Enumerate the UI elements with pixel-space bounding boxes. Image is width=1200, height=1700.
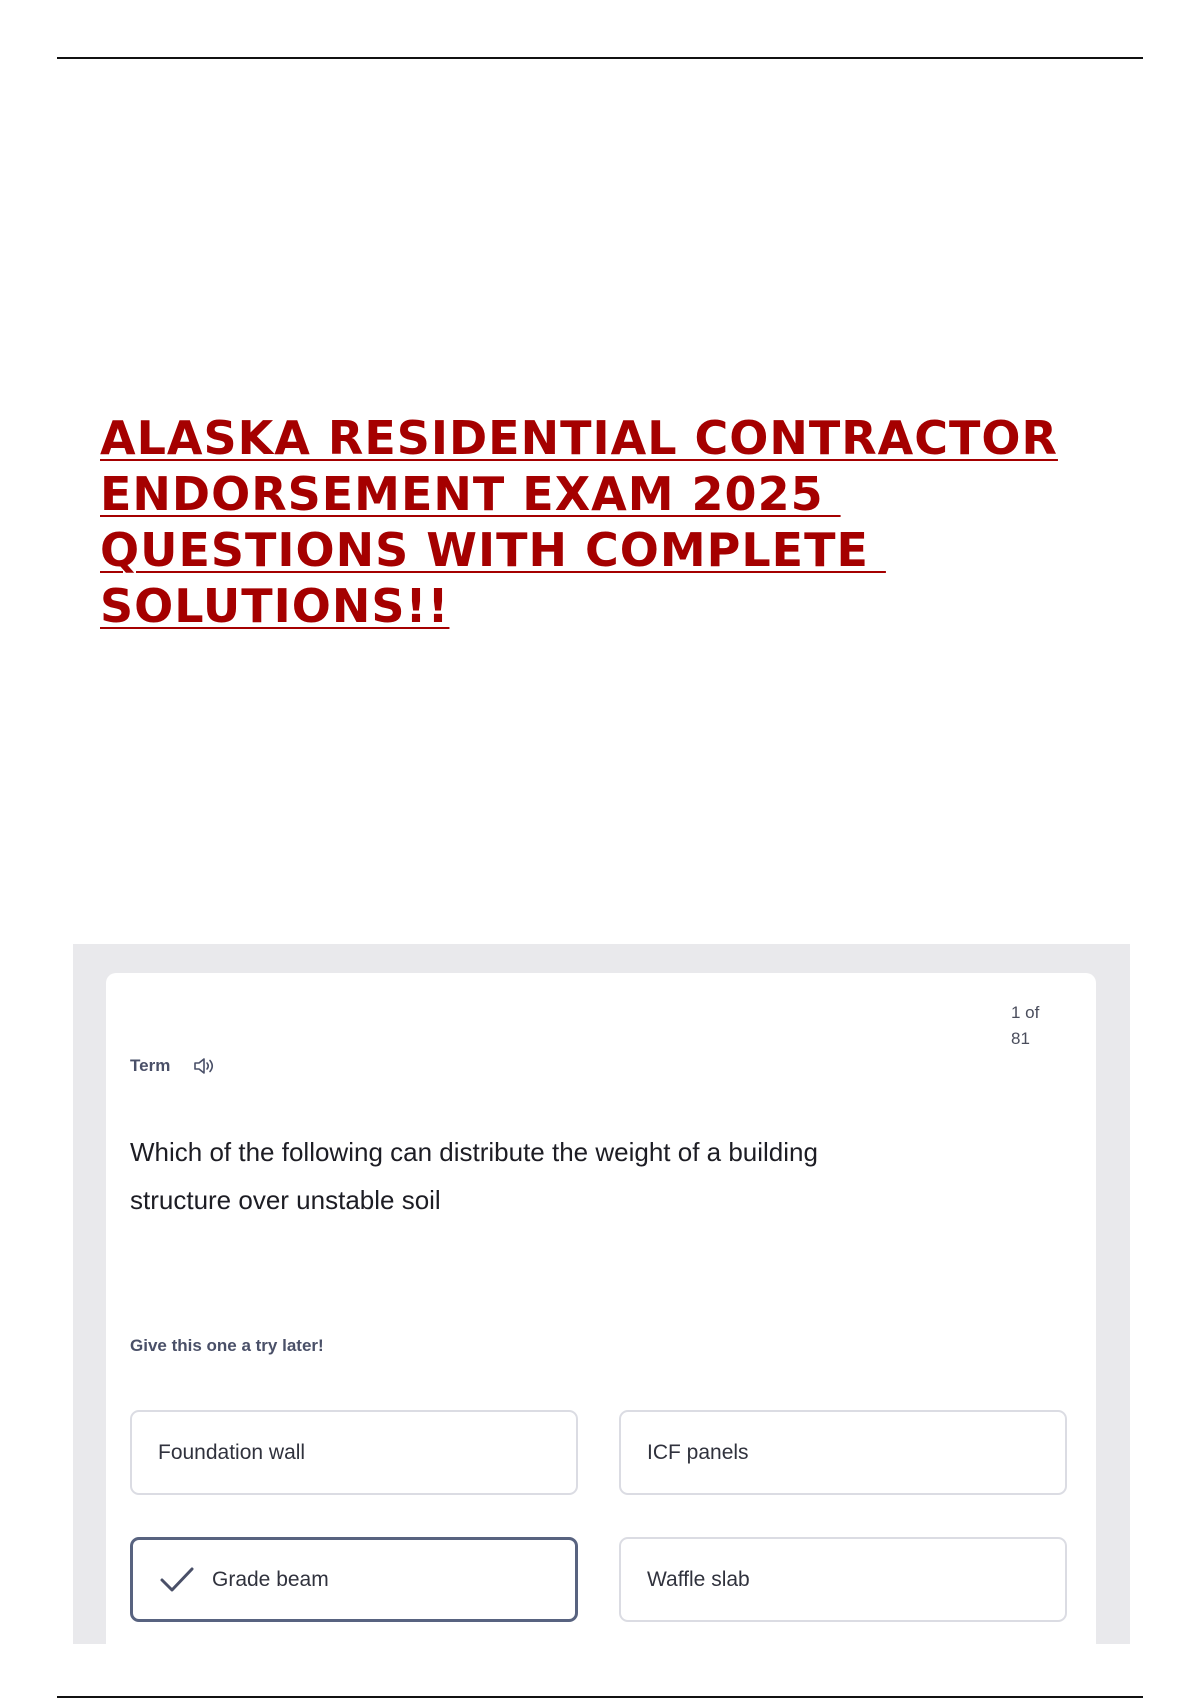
footer-rule [57, 1696, 1143, 1698]
flashcard-screenshot [73, 944, 1130, 1644]
counter-line-2: 81 [1011, 1029, 1030, 1048]
term-label: Term [130, 1056, 171, 1075]
option-label: Foundation wall [158, 1440, 306, 1464]
answer-option-icf-panels[interactable] [619, 1410, 1067, 1495]
option-label: ICF panels [647, 1440, 749, 1464]
card-counter [1011, 1000, 1061, 1052]
title-line-1: ALASKA RESIDENTIAL CONTRACTOR [100, 411, 1058, 465]
term-header [130, 1056, 216, 1076]
speaker-icon[interactable] [192, 1056, 216, 1076]
answer-option-foundation-wall[interactable] [130, 1410, 578, 1495]
flashcard [106, 973, 1096, 1644]
header-rule [57, 57, 1143, 59]
title-line-2: ENDORSEMENT EXAM 2025 [100, 467, 841, 521]
answer-option-waffle-slab[interactable] [619, 1537, 1067, 1622]
question-text: Which of the following can distribute the weight of a building structure over unstable soil [130, 1137, 818, 1215]
option-label: Waffle slab [647, 1567, 750, 1591]
document-title [100, 410, 1100, 634]
check-icon [158, 1565, 198, 1595]
try-later-hint[interactable]: Give this one a try later! [130, 1336, 324, 1355]
title-line-4: SOLUTIONS!! [100, 579, 450, 633]
counter-line-1: 1 of [1011, 1003, 1040, 1022]
answer-option-grade-beam[interactable] [130, 1537, 578, 1622]
title-line-3: QUESTIONS WITH COMPLETE [100, 523, 886, 577]
option-label: Grade beam [212, 1567, 329, 1591]
